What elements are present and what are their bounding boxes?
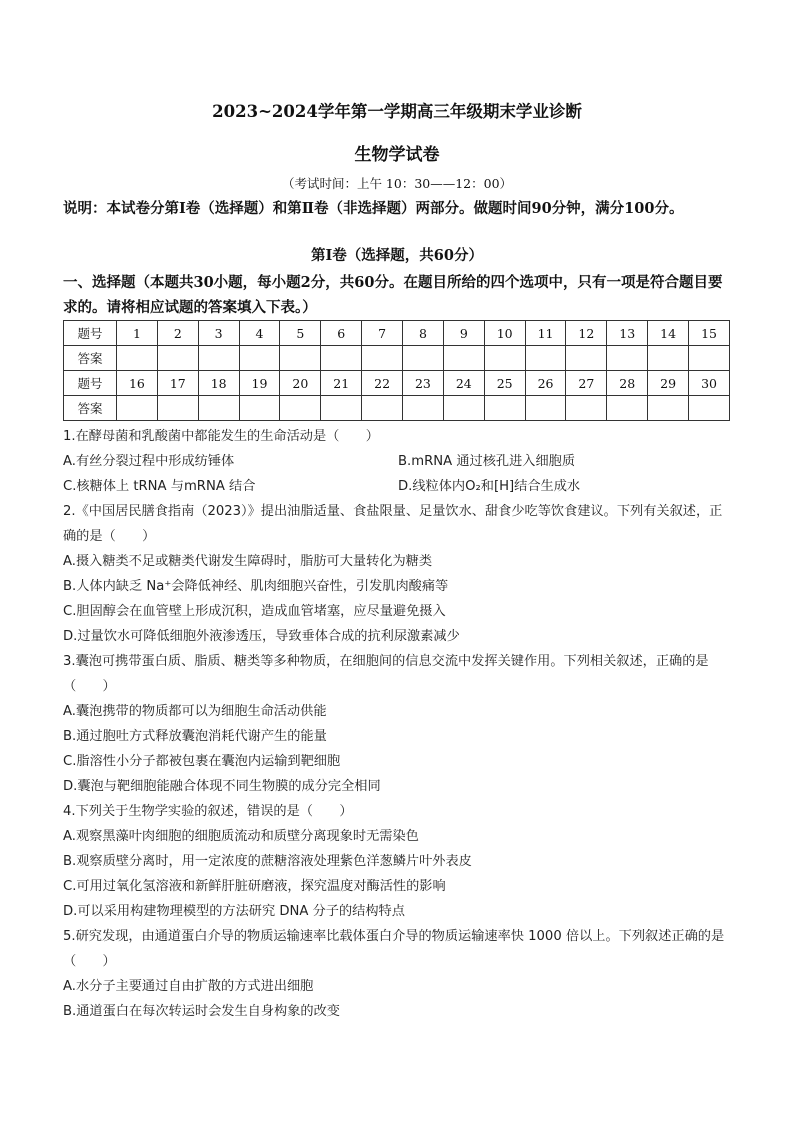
question-number-cell: 12 — [566, 321, 607, 346]
question-number-cell: 8 — [403, 321, 444, 346]
exam-description: 说明：本试卷分第Ⅰ卷（选择题）和第Ⅱ卷（非选择题）两部分。做题时间90分钟，满分100分。 — [63, 200, 684, 217]
answer-cell[interactable] — [648, 396, 689, 421]
question-1-option-b: B.mRNA 通过核孔进入细胞质 — [398, 454, 576, 469]
question-number-cell: 30 — [689, 371, 730, 396]
question-2-option-c: C.胆固醇会在血管壁上形成沉积，造成血管堵塞，应尽量避免摄入 — [63, 604, 446, 619]
question-number-cell: 10 — [484, 321, 525, 346]
row-label: 答案 — [64, 346, 117, 371]
question-number-cell: 3 — [198, 321, 239, 346]
question-number-cell: 9 — [443, 321, 484, 346]
question-3-option-b: B.通过胞吐方式释放囊泡消耗代谢产生的能量 — [63, 729, 327, 744]
question-1-option-a: A.有丝分裂过程中形成纺锤体 — [63, 454, 235, 469]
answer-cell[interactable] — [198, 346, 239, 371]
question-2-stem: 2.《中国居民膳食指南（2023）》提出油脂适量、食盐限量、足量饮水、甜食少吃等饮食建议。下列有关叙述，正确的是（ ） — [63, 504, 723, 544]
question-3-stem: 3.囊泡可携带蛋白质、脂质、糖类等多种物质，在细胞间的信息交流中发挥关键作用。下列相关叙述，正确的是（ ） — [63, 654, 709, 694]
answer-cell[interactable] — [321, 346, 362, 371]
row-label: 题号 — [64, 371, 117, 396]
exam-subtitle: 生物学试卷 — [354, 145, 440, 165]
question-number-cell: 15 — [689, 321, 730, 346]
question-number-cell: 21 — [321, 371, 362, 396]
question-number-cell: 7 — [362, 321, 403, 346]
answer-cell[interactable] — [198, 396, 239, 421]
answer-cell[interactable] — [484, 346, 525, 371]
question-4-option-a: A.观察黑藻叶肉细胞的细胞质流动和质壁分离现象时无需染色 — [63, 829, 419, 844]
row-label: 答案 — [64, 396, 117, 421]
table-row — [64, 346, 730, 371]
question-1-option-c: C.核糖体上 tRNA 与mRNA 结合 — [63, 479, 256, 494]
answer-cell[interactable] — [689, 396, 730, 421]
question-number-cell: 2 — [157, 321, 198, 346]
question-number-cell: 19 — [239, 371, 280, 396]
question-1-stem: 1.在酵母菌和乳酸菌中都能发生的生命活动是（ ） — [63, 429, 379, 444]
section1-instructions: 一、选择题（本题共30小题，每小题2分，共60分。在题目所给的四个选项中，只有一项是符合题目要求的。请将相应试题的答案填入下表。） — [63, 274, 723, 316]
question-number-cell: 18 — [198, 371, 239, 396]
question-1-option-d: D.线粒体内O₂和[H]结合生成水 — [398, 479, 581, 494]
question-4-option-b: B.观察质壁分离时，用一定浓度的蔗糖溶液处理紫色洋葱鳞片叶外表皮 — [63, 854, 472, 869]
exam-time: （考试时间：上午 10：30——12：00） — [281, 176, 513, 191]
question-number-cell: 17 — [157, 371, 198, 396]
answer-cell[interactable] — [648, 346, 689, 371]
question-number-cell: 4 — [239, 321, 280, 346]
question-number-cell: 20 — [280, 371, 321, 396]
question-number-cell: 14 — [648, 321, 689, 346]
table-row — [64, 396, 730, 421]
answer-cell[interactable] — [443, 396, 484, 421]
question-number-cell: 11 — [525, 321, 566, 346]
answer-cell[interactable] — [607, 396, 648, 421]
question-number-cell: 28 — [607, 371, 648, 396]
question-number-cell: 24 — [443, 371, 484, 396]
answer-cell[interactable] — [321, 396, 362, 421]
question-5-option-b: B.通道蛋白在每次转运时会发生自身构象的改变 — [63, 1004, 340, 1019]
question-number-cell: 27 — [566, 371, 607, 396]
question-number-cell: 26 — [525, 371, 566, 396]
answer-cell[interactable] — [403, 396, 444, 421]
question-3-option-c: C.脂溶性小分子都被包裹在囊泡内运输到靶细胞 — [63, 754, 341, 769]
answer-cell[interactable] — [525, 396, 566, 421]
question-number-cell: 13 — [607, 321, 648, 346]
question-5-stem: 5.研究发现，由通道蛋白介导的物质运输速率比载体蛋白介导的物质运输速率快 1000 倍以上。下列叙述正确的是（ ） — [63, 929, 725, 969]
question-number-cell: 22 — [362, 371, 403, 396]
question-4-option-d: D.可以采用构建物理模型的方法研究 DNA 分子的结构特点 — [63, 904, 405, 919]
question-2-option-a: A.摄入糖类不足或糖类代谢发生障碍时，脂肪可大量转化为糖类 — [63, 554, 433, 569]
question-3-option-a: A.囊泡携带的物质都可以为细胞生命活动供能 — [63, 704, 327, 719]
table-row — [64, 321, 730, 346]
question-2-option-d: D.过量饮水可降低细胞外液渗透压，导致垂体合成的抗利尿激素减少 — [63, 629, 460, 644]
question-3-option-d: D.囊泡与靶细胞能融合体现不同生物膜的成分完全相同 — [63, 779, 381, 794]
question-number-cell: 23 — [403, 371, 444, 396]
question-2-option-b: B.人体内缺乏 Na⁺会降低神经、肌肉细胞兴奋性，引发肌肉酸痛等 — [63, 579, 449, 594]
question-number-cell: 29 — [648, 371, 689, 396]
answer-cell[interactable] — [117, 346, 158, 371]
part1-title: 第Ⅰ卷（选择题，共60分） — [311, 247, 483, 264]
answer-table — [63, 320, 730, 421]
answer-cell[interactable] — [566, 346, 607, 371]
answer-cell[interactable] — [239, 346, 280, 371]
answer-cell[interactable] — [362, 346, 403, 371]
answer-cell[interactable] — [157, 396, 198, 421]
answer-cell[interactable] — [403, 346, 444, 371]
question-number-cell: 1 — [117, 321, 158, 346]
question-number-cell: 5 — [280, 321, 321, 346]
exam-title: 2023~2024学年第一学期高三年级期末学业诊断 — [212, 102, 582, 121]
question-number-cell: 6 — [321, 321, 362, 346]
answer-cell[interactable] — [280, 346, 321, 371]
row-label: 题号 — [64, 321, 117, 346]
question-number-cell: 25 — [484, 371, 525, 396]
answer-cell[interactable] — [117, 396, 158, 421]
answer-cell[interactable] — [443, 346, 484, 371]
answer-cell[interactable] — [607, 346, 648, 371]
answer-cell[interactable] — [280, 396, 321, 421]
question-5-option-a: A.水分子主要通过自由扩散的方式进出细胞 — [63, 979, 314, 994]
table-row — [64, 371, 730, 396]
answer-cell[interactable] — [484, 396, 525, 421]
answer-cell[interactable] — [525, 346, 566, 371]
answer-cell[interactable] — [566, 396, 607, 421]
answer-cell[interactable] — [239, 396, 280, 421]
question-4-option-c: C.可用过氧化氢溶液和新鲜肝脏研磨液，探究温度对酶活性的影响 — [63, 879, 446, 894]
question-4-stem: 4.下列关于生物学实验的叙述，错误的是（ ） — [63, 804, 353, 819]
answer-cell[interactable] — [362, 396, 403, 421]
answer-cell[interactable] — [689, 346, 730, 371]
question-number-cell: 16 — [117, 371, 158, 396]
answer-cell[interactable] — [157, 346, 198, 371]
